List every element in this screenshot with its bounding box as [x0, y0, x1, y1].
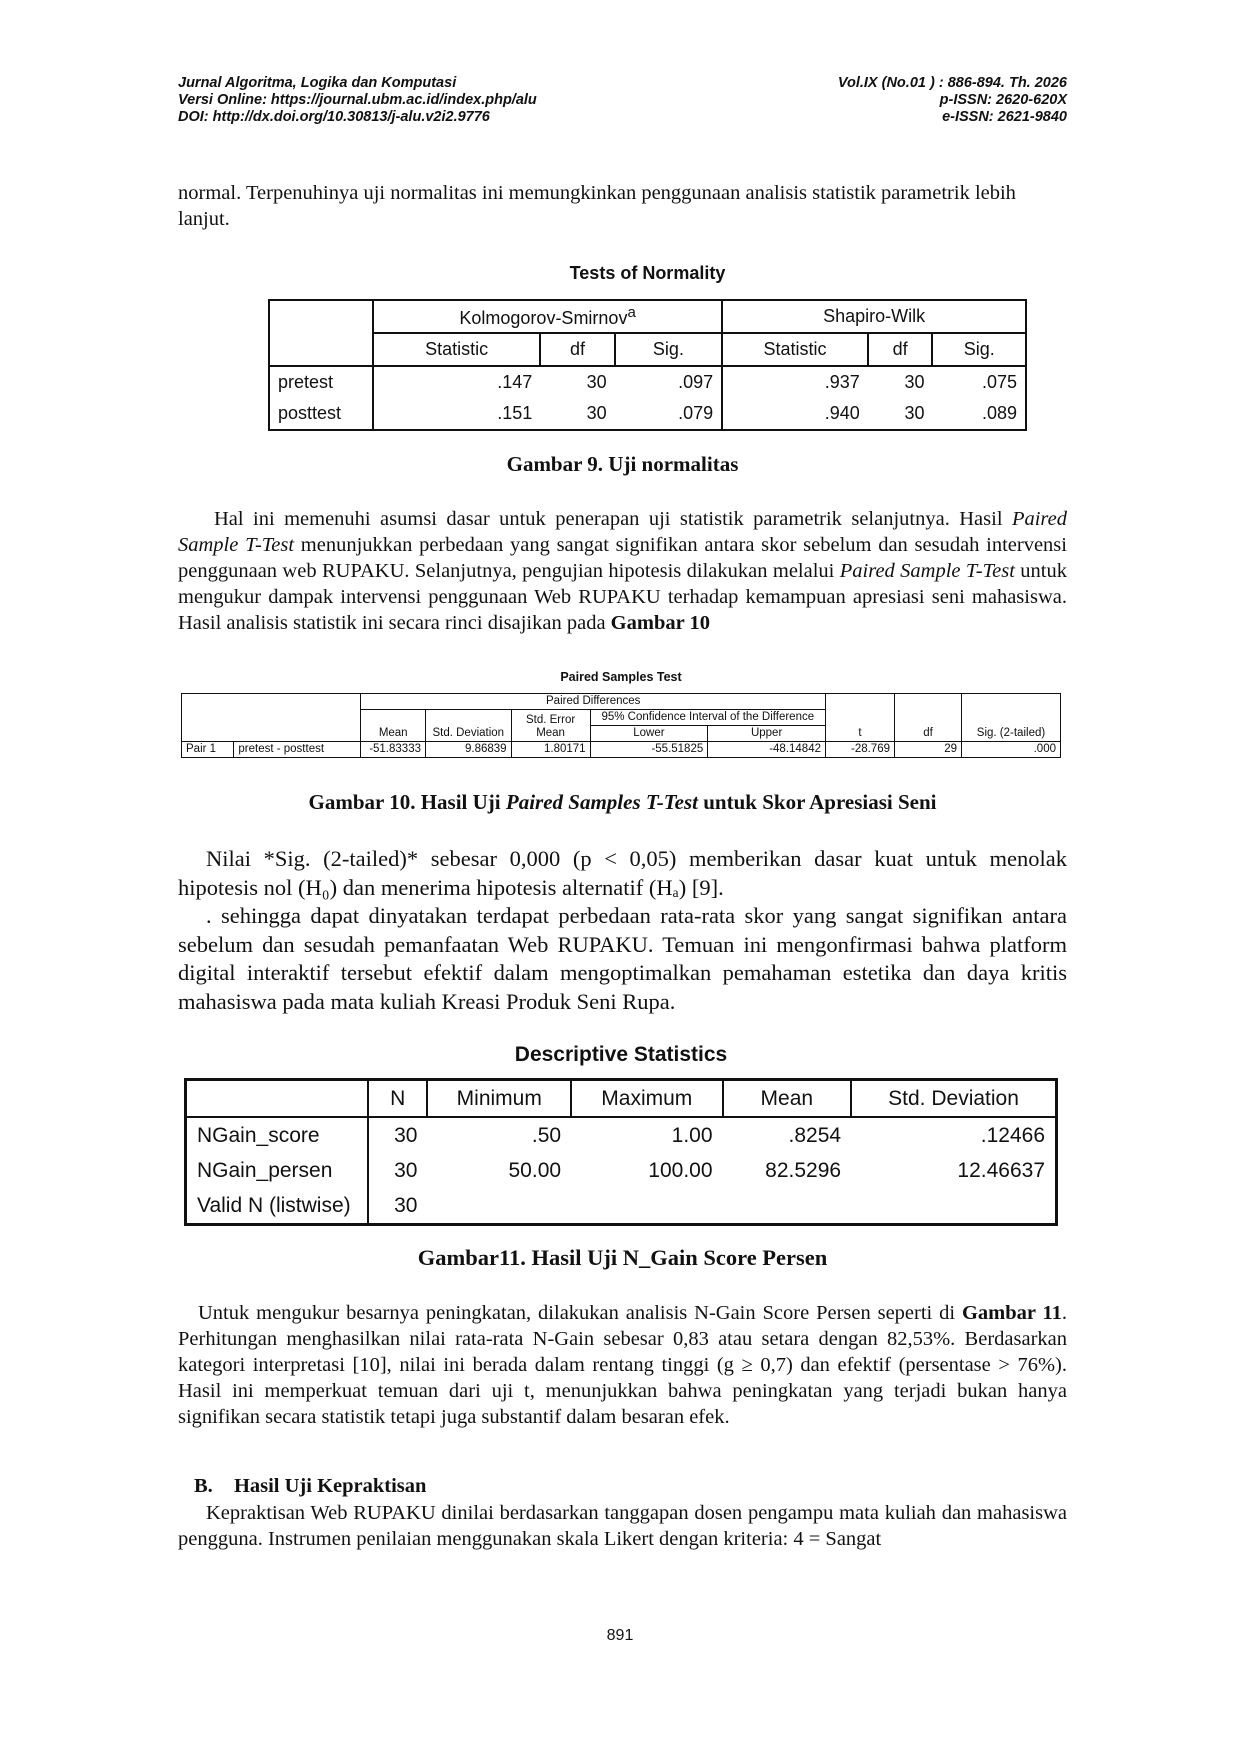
row-label: NGain_persen [186, 1153, 369, 1188]
section-b-heading [194, 1475, 426, 1498]
cell: .147 [497, 372, 533, 392]
significance-text-2: . sehingga dapat dinyatakan terdapat perbedaan rata-rata skor yang sangat signifikan antara sebelum dan sesudah pemanfaatan Web RUPAKU. Temuan ini mengonfirmasi bahwa platform digital interaktif tersebut efektif dalam mengoptimalkan pemahaman estetika dan daya kritis mahasiswa pada mata kuliah Kreasi Produk Seni Rupa. [178, 903, 1067, 1014]
table-row [186, 1153, 1057, 1188]
row-label: NGain_score [186, 1117, 369, 1153]
figure-9-caption: Gambar 9. Uji normalitas [506, 452, 739, 476]
cell: .12466 [980, 1123, 1045, 1147]
cell: 12.46637 [957, 1158, 1045, 1182]
cell: .940 [722, 398, 868, 430]
section-b-title: Hasil Uji Kepraktisan [233, 1475, 427, 1497]
table-row [186, 1117, 1057, 1153]
ngain-paragraph: Untuk mengukur besarnya peningkatan, dilakukan analisis N-Gain Score Persen seperti di Gambar 11. Perhitungan menghasilkan nilai rata-rata N-Gain sebesar 0,83 atau setara dengan 82,53%. Berdasarkan kategori interpretasi [10], nilai ini berada dalam rentang tinggi (g ≥ 0,7) dan efektif (persentase > 76%). Hasil ini memperkuat temuan dari uji t, menunjukkan bahwa peningkatan yang terjadi bukan hanya signifikan secara statistik tetapi juga substantif dalam besaran efek. [178, 1302, 1067, 1428]
ks-group-header: Kolmogorov-Smirnov$^a$ [373, 300, 722, 333]
journal-online-url[interactable]: Versi Online: https://journal.ubm.ac.id/index.php/alu [178, 92, 537, 108]
footnote-marker: a [627, 304, 636, 321]
table-row [186, 1188, 1057, 1225]
row-label: posttest [269, 398, 373, 430]
cell: 30 [904, 372, 925, 392]
cell: .937 [824, 372, 860, 392]
col-header: df [895, 694, 962, 742]
journal-doi[interactable]: DOI: http://dx.doi.org/10.30813/j-alu.v2i2.9776 [178, 109, 490, 125]
practicality-paragraph [178, 1500, 1067, 1552]
col-header: Upper [708, 726, 826, 742]
ci-header: 95% Confidence Interval of the Difference [590, 710, 825, 726]
col-header: N [368, 1080, 427, 1118]
significance-text-1: Nilai *Sig. (2-tailed)* sebesar 0,000 (p < 0,05) memberikan dasar kuat untuk menolak hipotesis nol (H₀) dan menerima hipotesis alternatif (Hₐ) [9]. [178, 846, 1067, 900]
table-row [269, 366, 1026, 398]
col-header: Mean [361, 710, 426, 742]
cell: 1.80171 [511, 742, 590, 758]
cell: -48.14842 [708, 742, 826, 758]
paired-test-paragraph: Hal ini memenuhi asumsi dasar untuk penerapan uji statistik parametrik selanjutnya. Hasil Paired Sample T-Test menunjukkan perbedaan yang sangat signifikan antara skor sebelum dan sesudah intervensi penggunaan web RUPAKU. Selanjutnya, pengujian hipotesis dilakukan melalui Paired Sample T-Test untuk mengukur dampak intervensi penggunaan Web RUPAKU terhadap kemampuan apresiasi seni mahasiswa. Hasil analisis statistik ini secara rinci disajikan pada Gambar 10 [178, 508, 1067, 634]
cell: 30 [586, 372, 607, 392]
pair-label: Pair 1 [182, 742, 234, 758]
journal-volume: Vol.IX (No.01 ) : 886-894. Th. 2026 [837, 75, 1067, 91]
journal-name: Jurnal Algoritma, Logika dan Komputasi [178, 75, 457, 91]
normality-table-title: Tests of Normality [569, 263, 726, 283]
cell: .089 [932, 398, 1026, 430]
table-row [182, 742, 1061, 758]
col-header: Minimum [427, 1080, 571, 1118]
section-b-number: B. [194, 1475, 213, 1497]
descriptive-table-title: Descriptive Statistics [514, 1043, 728, 1066]
cell: 30 [540, 398, 614, 430]
descriptive-table [184, 1078, 1058, 1226]
col-header: Statistic [373, 333, 540, 366]
col-header: df [868, 333, 933, 366]
significance-paragraph [178, 845, 1067, 1016]
figure-10-caption: Gambar 10. Hasil Uji Paired Samples T-Test untuk Skor Apresiasi Seni [308, 790, 937, 814]
intro-text: normal. Terpenuhinya uji normalitas ini memungkinkan penggunaan analisis statistik parametrik lebih lanjut. [178, 182, 1016, 230]
col-header: t [826, 694, 895, 742]
cell: .151 [373, 398, 540, 430]
col-header: Sig. [615, 333, 723, 366]
col-header: Lower [590, 726, 708, 742]
journal-eissn: e-ISSN: 2621-9840 [942, 109, 1067, 125]
col-header: Maximum [571, 1080, 722, 1118]
cell: 30 [394, 1123, 418, 1147]
cell: .000 [962, 742, 1061, 758]
col-header: Sig. (2-tailed) [962, 694, 1061, 742]
row-label: pretest - posttest [234, 742, 361, 758]
cell: 30 [394, 1193, 418, 1217]
cell: 30 [868, 398, 933, 430]
cell: 50.00 [508, 1158, 562, 1182]
cell: 29 [895, 742, 962, 758]
figure-11-caption: Gambar11. Hasil Uji N_Gain Score Persen [417, 1245, 828, 1270]
normality-table [268, 299, 1027, 431]
journal-header-left [178, 75, 537, 126]
col-header: df [540, 333, 614, 366]
practicality-text: Kepraktisan Web RUPAKU dinilai berdasarkan tanggapan dosen pengampu mata kuliah dan mahasiswa pengguna. Instrumen penilaian menggunakan skala Likert dengan kriteria: 4 = Sangat [178, 1502, 1067, 1550]
col-header: Statistic [722, 333, 868, 366]
paired-corner-cell [182, 694, 361, 742]
table-row [269, 398, 1026, 430]
cell: .079 [615, 398, 723, 430]
cell: 82.5296 [765, 1158, 842, 1182]
descriptive-corner-cell [186, 1080, 369, 1118]
col-header: Mean [723, 1080, 852, 1118]
cell: 9.86839 [425, 742, 511, 758]
col-header: Sig. [932, 333, 1026, 366]
cell: .075 [932, 366, 1026, 398]
paired-differences-header: Paired Differences [361, 694, 826, 710]
cell: -55.51825 [590, 742, 708, 758]
cell [571, 1188, 722, 1225]
normality-corner-cell [269, 300, 373, 366]
paired-table-title: Paired Samples Test [560, 670, 682, 684]
page-number: 891 [606, 1627, 634, 1644]
row-label: pretest [269, 366, 373, 398]
col-header: Std. Deviation [851, 1080, 1056, 1118]
cell: 30 [394, 1158, 418, 1182]
cell: .8254 [788, 1123, 842, 1147]
row-label: Valid N (listwise) [186, 1188, 369, 1225]
cell: 1.00 [671, 1123, 713, 1147]
cell [851, 1188, 1056, 1225]
cell: 100.00 [648, 1158, 713, 1182]
sw-group-header: Shapiro-Wilk [722, 300, 1026, 333]
cell [723, 1188, 852, 1225]
col-header: Std. Deviation [425, 710, 511, 742]
paired-samples-table [181, 693, 1061, 758]
cell: .50 [531, 1123, 562, 1147]
journal-header-right [838, 75, 1067, 126]
cell: -51.83333 [361, 742, 426, 758]
col-header: Std. Error Mean [511, 710, 590, 742]
cell: .097 [615, 366, 723, 398]
journal-pissn: p-ISSN: 2620-620X [939, 92, 1067, 108]
cell: -28.769 [826, 742, 895, 758]
cell [427, 1188, 571, 1225]
intro-paragraph [178, 180, 1067, 232]
